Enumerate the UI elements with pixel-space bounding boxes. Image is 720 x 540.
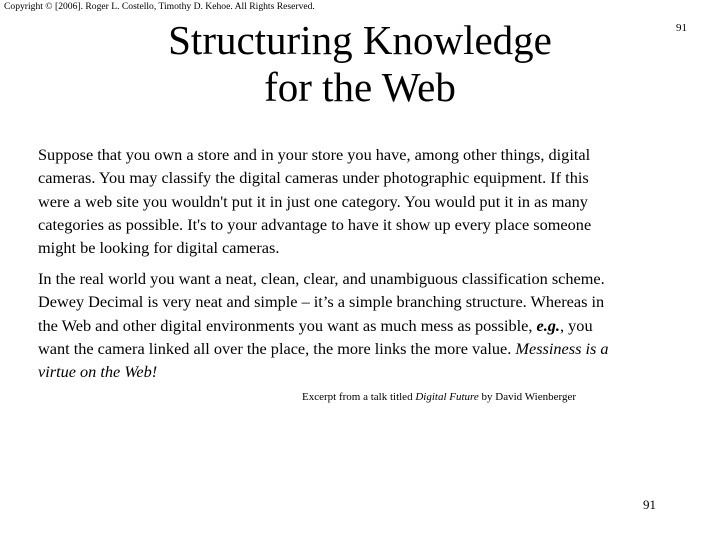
paragraph-line — [38, 360, 718, 383]
paragraph-line: Dewey Decimal is very neat and simple – it’s a simple branching structure. Whereas in — [38, 292, 605, 312]
copyright-notice: Copyright © [2006]. Roger L. Costello, Timothy D. Kehoe. All Rights Reserved. — [4, 1, 315, 12]
talk-title: Digital Future — [415, 391, 479, 403]
emphasis-messiness: Messiness is a — [515, 338, 609, 358]
emphasis-virtue: virtue on the Web! — [38, 362, 158, 382]
text-run: want the camera linked all over the place, the more links the more value. — [38, 338, 516, 358]
text-run: the Web and other digital environments you want as much mess as possible, — [38, 315, 537, 335]
slide-title — [150, 17, 570, 111]
paragraph-line: were a web site you wouldn't put it in just one category. You would put it in as many — [38, 191, 588, 211]
text-run: , you — [560, 315, 593, 335]
paragraph-store-example — [38, 143, 698, 259]
paragraph-line: cameras. You may classify the digital cameras under photographic equipment. If this — [38, 168, 589, 188]
paragraph-real-world — [38, 267, 718, 383]
excerpt-attribution — [302, 391, 576, 404]
page-number-top: 91 — [676, 22, 687, 34]
paragraph-line — [38, 314, 718, 337]
title-line-1: Structuring Knowledge — [168, 17, 552, 63]
emphasis-eg: e.g. — [536, 315, 561, 335]
excerpt-prefix: Excerpt from a talk titled — [302, 391, 416, 403]
paragraph-line: categories as possible. It's to your advantage to have it show up every place someone — [38, 214, 592, 234]
title-line-2: for the Web — [264, 64, 456, 110]
paragraph-line: might be looking for digital cameras. — [38, 238, 280, 258]
paragraph-line: In the real world you want a neat, clean, clear, and unambiguous classification scheme. — [38, 269, 605, 288]
page-number-bottom: 91 — [643, 497, 656, 512]
paragraph-line: Suppose that you own a store and in your store you have, among other things, digital — [38, 145, 591, 164]
paragraph-line — [38, 337, 718, 360]
excerpt-suffix: by David Wienberger — [478, 391, 576, 403]
